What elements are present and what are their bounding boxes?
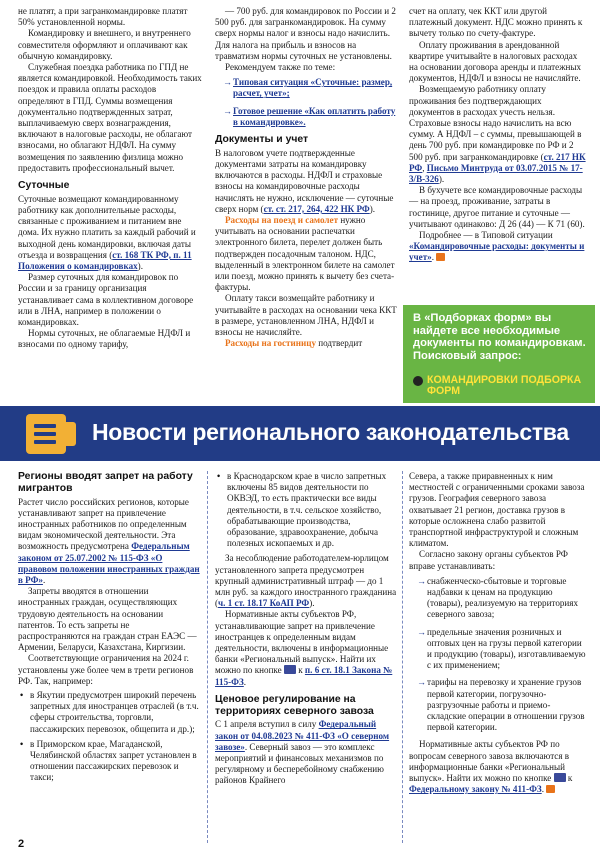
law-link-115-fz[interactable]: Федеральным законом от 25.07.2002 № 115-ФЗ «О правовом положении иностранных граждан в РФ»: [18, 541, 200, 586]
list-item: → снабженческо-сбытовые и торговые надбавки к ценам на продукцию (товары), реализуемую на территориях северного завоза;: [417, 576, 587, 621]
page-number: 2: [18, 838, 25, 850]
paragraph: Возмещаемую работнику оплату проживания без подтверждающих документов в расходах учесть нельзя. Страховые взносы надо начислить на всю сумму. А НДФЛ – с суммы, превышающей в день 700 руб. при командировке по РФ и 2 500 руб. при загранкомандировке (ст. 217 НК РФ, Письмо Минтруда от 03.07.2015 № 17-3/В-326).: [409, 84, 586, 185]
section-heading-documents: Документы и учет: [215, 134, 309, 146]
paragraph: Расходы на поезд и самолет нужно учитывать на основании распечатки электронного билета, перелет должен быть подтвержден посадочным талоном. НДС, выделенный в электронном билете на самолет или поезд, можно принять к вычету без счета-фактуры.: [215, 215, 395, 293]
promo-text: В «Подборках форм» вы найдете все необходимые документы по командировкам. Поисковый запрос:: [413, 312, 586, 362]
law-link-411-fz[interactable]: Федеральный закон от 04.08.2023 № 411-ФЗ «О северном завозе»: [215, 719, 390, 752]
search-icon: [413, 376, 423, 386]
paragraph: Размер суточных для командировок по России и за границу организация устанавливает сама в коллективном договоре или в ЛНА, например в положении о командировках.: [18, 272, 194, 328]
paragraph: не платят, а при загранкомандировке платят 50% установленной нормы.: [18, 6, 188, 28]
banner-title: Новости регионального законодательства: [92, 419, 569, 445]
column-divider: [402, 471, 403, 843]
paragraph: Согласно закону органы субъектов РФ вправе устанавливать:: [409, 549, 568, 571]
news-icon: [26, 414, 78, 454]
regional-button-icon[interactable]: [554, 773, 566, 782]
section-heading-per-diem: Суточные: [18, 180, 70, 192]
regional-column-3: [409, 471, 587, 795]
powers-list: [409, 576, 587, 734]
paragraph: В налоговом учете подтвержденные документами затраты на командировку включаются в расходы. НДФЛ и страховые взносы на командировочные расходы начислять не нужно, исключение — суточные сверх норм (ст. ст. 217, 264, 422 НК РФ).: [215, 147, 394, 214]
list-item: → тарифы на перевозку и хранение грузов первой категории, погрузочно-разгрузочные работы и приемо-складские операции в отношении грузов первой категории.: [417, 677, 587, 733]
top-column-3: [409, 6, 587, 264]
link-typical-situation-expenses[interactable]: «Командировочные расходы: документы и учет»: [409, 241, 585, 263]
law-link-411-fz[interactable]: Федеральному закону № 411-ФЗ: [409, 784, 542, 795]
law-link-115-fz-art-18-1[interactable]: п. 6 ст. 18.1 Закона № 115-ФЗ: [215, 665, 393, 687]
recommended-list: [215, 77, 397, 128]
law-link-koap-18-17[interactable]: ч. 1 ст. 18.17 КоАП РФ: [218, 598, 310, 609]
paragraph: Соответствующие ограничения на 2024 г. установлены уже более чем в трети регионов РФ. Так, например:: [18, 653, 194, 686]
regional-column-1: [18, 471, 200, 788]
paragraph: Служебная поездка работника по ГПД не является командировкой. Необходимость таких поездок и правила оплаты расходов определяют в ГПД. Суммы возмещения документально подтвержденных затрат, выплачиваемую сверх вознаграждения, включают в налоговые расходы, не облагают взносами, но облагают НДФЛ. На сумму возмещения по заявлению физлица можно предоставить профессиональный вычет.: [18, 62, 202, 173]
regional-button-icon[interactable]: [284, 665, 296, 674]
region-list: [215, 471, 397, 549]
paragraph: — 700 руб. для командировок по России и 2 500 руб. для загранкомандировок. На сумму сверх нормы налог и взносы надо начислить. Для налога на прибыль и взносов на травматизм нормы суточных не установлены.: [215, 6, 396, 61]
regional-column-2: [215, 471, 397, 787]
paragraph: Подробнее — в Типовой ситуации «Командировочные расходы: документы и учет».: [409, 230, 585, 263]
law-link-nk-217[interactable]: ст. 217 НК РФ: [409, 151, 586, 173]
paragraph: Растет число российских регионов, которые устанавливают запрет на привлечение иностранных работников по определенным видам экономической деятельности. Эта возможность предусмотрена Федеральным законом от 25.07.2002 № 115-ФЗ «О правовом положении иностранных граждан в РФ».: [18, 496, 200, 586]
recommended-item: [223, 106, 397, 128]
heading-migrant-ban: Регионы вводят запрет на работу мигрантов: [18, 471, 193, 494]
top-column-2: [215, 6, 397, 349]
search-query-link[interactable]: КОМАНДИРОВКИ ПОДБОРКА ФОРМ: [413, 375, 591, 398]
paragraph: Нормативные акты субъектов РФ, устанавливающие запрет на привлечение иностранцев к определенным видам деятельности, включены в информационные банки «Региональный выпуск». Найти их можно по кнопке к п. 6 ст. 18.1 Закона № 115-ФЗ.: [215, 609, 393, 687]
list-item: • в Якутии предусмотрен широкий перечень запретных для иностранцев отраслей (в т.ч. сферы строительства, торговли, пассажирских перевозок, общепита и др.);: [30, 690, 200, 735]
link-typical-situation-per-diem[interactable]: Типовая ситуация «Суточные: размер, расчет, учет»;: [233, 77, 393, 99]
paragraph: Оплату такси возмещайте работнику и учитывайте в расходах на основании чека ККТ в размере, установленном ЛНА, НДФЛ и взносы не начисляйте.: [215, 293, 397, 338]
list-item: • в Приморском крае, Магаданской, Челябинской областях запрет установлен в отношении пассажирских перевозок и такси;: [30, 739, 200, 784]
top-column-1: [18, 6, 202, 351]
paragraph: Оплату проживания в арендованной квартире учитывайте в налоговых расходах на основании договора аренды и платежных документов, НДФЛ и взносы не начисляйте.: [409, 39, 581, 84]
end-mark-icon: [546, 785, 555, 793]
law-link-mintrud-letter[interactable]: Письмо Минтруда от 03.07.2015 № 17-3/В-326: [409, 162, 583, 185]
paragraph: За несоблюдение работодателем-юрлицом установленного запрета предусмотрен крупный административный штраф — до 1 млн руб. за каждого иностранного гражданина (ч. 1 ст. 18.17 КоАП РФ).: [215, 553, 397, 609]
list-item: • в Краснодарском крае в число запретных включены 85 видов деятельности по ОКВЭД, то есть практически все виды деятельности, в т.ч. сельское хозяйство, обрабатывающие производства, образование, здравоохранение, добыча полезных ископаемых и др.: [227, 471, 397, 549]
list-item: → предельные значения розничных и оптовых цен на грузы первой категории и продукцию (товары), изготавливаемую с их применением;: [417, 627, 587, 672]
paragraph: Нормы суточных, не облагаемые НДФЛ и взносами по одному тарифу,: [18, 328, 191, 350]
paragraph: счет на оплату, чек ККТ или другой платежный документ. НДС можно принять к вычету только по счету-фактуре.: [409, 6, 583, 39]
end-mark-icon: [436, 253, 445, 261]
column-divider: [207, 471, 208, 843]
paragraph: Севера, а также приравненных к ним местностей с ограниченными сроками завоза грузов. География северного завоза охватывает 21 регион, доставка грузов в которые осложнена слабо развитой транспортной инфраструктурой и сложным климатом.: [409, 471, 585, 549]
recommended-item: [223, 77, 397, 99]
paragraph: С 1 апреля вступил в силу Федеральный закон от 04.08.2023 № 411-ФЗ «О северном завозе». Северный завоз — это комплекс мероприятий и финансовых механизмов по регулярному и бесперебойному снабжению районов Крайнего: [215, 719, 390, 786]
link-ready-solution-pay-trip[interactable]: Готовое решение «Как оплатить работу в командировке».: [233, 105, 396, 127]
paragraph: Командировку и внешнего, и внутреннего совместителя оформляют и оплачивают как обычную командировку.: [18, 28, 191, 61]
paragraph: Суточные возмещают командированному работнику как дополнительные расходы, связанные с проживанием и питанием вне дома. Их нужно платить за каждый рабочий и выходной день командировки, включая даты отъезда и возвращения (ст. 168 ТК РФ, п. 11 Положения о командировках).: [18, 193, 196, 272]
paragraph: Запреты вводятся в отношении иностранных граждан, осуществляющих трудовую деятельность на основании патентов. То есть запреты не распространяются на граждан стран ЕАЭС — Армении, Беларуси, Казахстана, Киргизии.: [18, 586, 197, 653]
law-link-tk-168[interactable]: ст. 168 ТК РФ, п. 11 Положения о командировках: [18, 249, 192, 272]
paragraph: Нормативные акты субъектов РФ по вопросам северного завоза включаются в информационные банки «Региональный выпуск». Найти их можно по кнопке к Федеральному закону № 411-ФЗ.: [409, 739, 573, 795]
paragraph: Расходы на гостиницу подтвердит: [225, 338, 363, 349]
law-link-nk-217[interactable]: ст. ст. 217, 264, 422 НК РФ: [263, 203, 370, 214]
region-list: [18, 690, 200, 784]
heading-price-regulation: Ценовое регулирование на территориях северного завоза: [215, 693, 374, 717]
forms-promo-box: [403, 305, 595, 403]
paragraph: Рекомендуем также по теме:: [225, 62, 336, 73]
section-banner: [0, 406, 600, 461]
paragraph: В бухучете все командировочные расходы — на проезд, проживание, затраты в гостинице, другое питание и суточные — учитывают одинаково: Д 26 (44) — К 71 (60).: [409, 185, 585, 229]
